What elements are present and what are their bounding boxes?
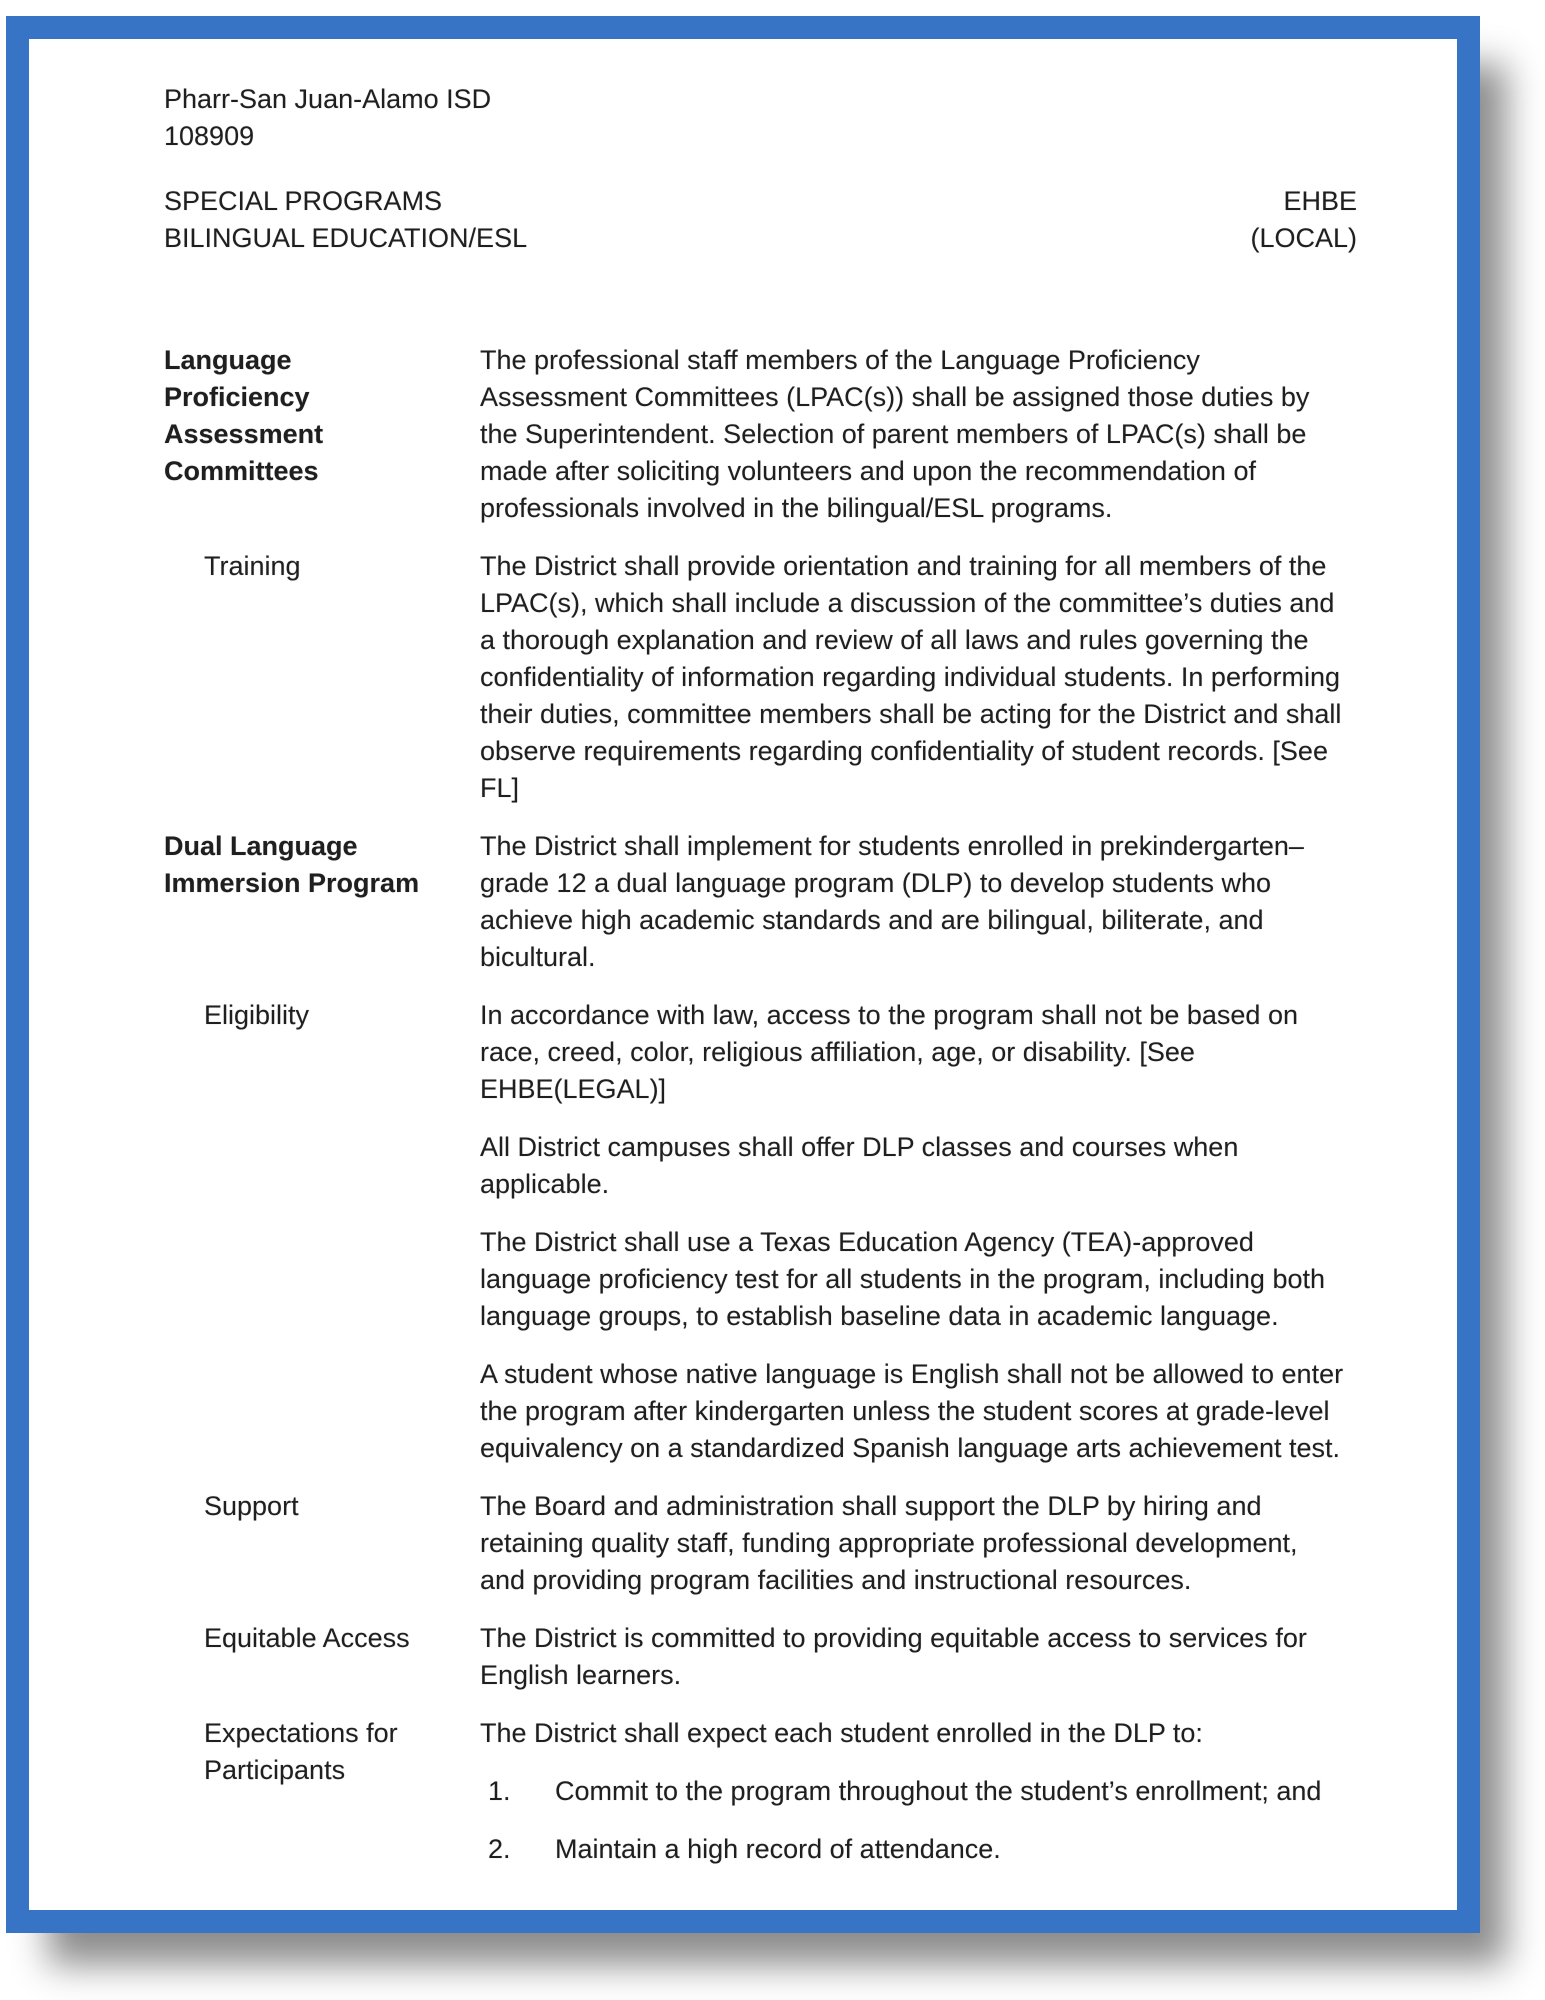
section-label: Expectations for Participants <box>204 1718 398 1785</box>
policy-section <box>164 1715 1357 1889</box>
paragraph: The professional staff members of the Language Proficiency Assessment Committees (LPAC(s)) shall be assigned those duties by the Superintendent. Selection of parent members of LPAC(s) shall be made after soliciting volunteers and upon the recommendation of professionals involved in the bilingual/ESL programs. <box>480 345 1310 523</box>
list-item-text: Commit to the program throughout the student’s enrollment; and <box>555 1776 1322 1806</box>
title-right <box>1250 183 1357 257</box>
policy-section <box>164 997 1357 1488</box>
paragraph: The Board and administration shall support the DLP by hiring and retaining quality staff, funding appropriate professional development, and providing program facilities and instructional resources. <box>480 1491 1298 1595</box>
section-label: Language Proficiency Assessment Committees <box>164 345 324 486</box>
section-label: Dual Language Immersion Program <box>164 831 420 898</box>
section-label: Support <box>204 1491 299 1521</box>
policy-page <box>6 16 1480 1933</box>
section-text <box>480 1620 1350 1715</box>
list-item <box>480 1773 1350 1810</box>
paragraph: All District campuses shall offer DLP classes and courses when applicable. <box>480 1132 1239 1199</box>
paragraph: In accordance with law, access to the program shall not be based on race, creed, color, religious affiliation, age, or disability. [See EHBE(LEGAL)] <box>480 1000 1298 1104</box>
paragraph: The District shall provide orientation and training for all members of the LPAC(s), which shall include a discussion of the committee’s duties and a thorough explanation and review of all laws and rules governing the confidentiality of information regarding individual students. In performing their duties, committee members shall be acting for the District and shall observe requirements regarding confidentiality of student records. [See FL] <box>480 551 1342 803</box>
policy-section <box>164 1620 1357 1715</box>
section-text <box>480 342 1350 548</box>
policy-type: (LOCAL) <box>1250 223 1357 253</box>
paragraph: The District shall implement for students enrolled in prekindergarten–grade 12 a dual language program (DLP) to develop students who achieve high academic standards and are bilingual, biliterate, and bicultural. <box>480 831 1304 972</box>
title-row <box>164 183 1357 257</box>
paragraph: A student whose native language is English shall not be allowed to enter the program after kindergarten unless the student scores at grade-level equivalency on a standardized Spanish language arts achievement test. <box>480 1359 1344 1463</box>
policy-code: EHBE <box>1283 186 1357 216</box>
list-item <box>480 1831 1350 1868</box>
section-label: Eligibility <box>204 1000 310 1030</box>
district-number: 108909 <box>164 121 255 151</box>
list-number: 2. <box>488 1834 511 1864</box>
list-number: 1. <box>488 1776 511 1806</box>
section-text <box>480 1715 1350 1889</box>
section-text <box>480 548 1350 828</box>
policy-section <box>164 1488 1357 1620</box>
policy-section <box>164 828 1357 997</box>
policy-subject: BILINGUAL EDUCATION/ESL <box>164 223 528 253</box>
paragraph: The District shall expect each student enrolled in the DLP to: <box>480 1718 1203 1748</box>
page-header <box>164 81 1357 257</box>
district-name: Pharr-San Juan-Alamo ISD <box>164 84 492 114</box>
section-text <box>480 828 1350 997</box>
district-block <box>164 81 1357 155</box>
section-text <box>480 997 1350 1488</box>
paragraph: The District shall use a Texas Education Agency (TEA)-approved language proficiency test for all students in the program, including both language groups, to establish baseline data in academic language. <box>480 1227 1326 1331</box>
title-left <box>164 183 527 257</box>
section-label: Equitable Access <box>204 1623 410 1653</box>
policy-section <box>164 342 1357 548</box>
section-text <box>480 1488 1350 1620</box>
list-item-text: Maintain a high record of attendance. <box>555 1834 1001 1864</box>
policy-body <box>164 342 1357 1889</box>
paragraph: The District is committed to providing equitable access to services for English learners. <box>480 1623 1307 1690</box>
section-label: Training <box>204 551 301 581</box>
program-title: SPECIAL PROGRAMS <box>164 186 443 216</box>
policy-section <box>164 548 1357 828</box>
